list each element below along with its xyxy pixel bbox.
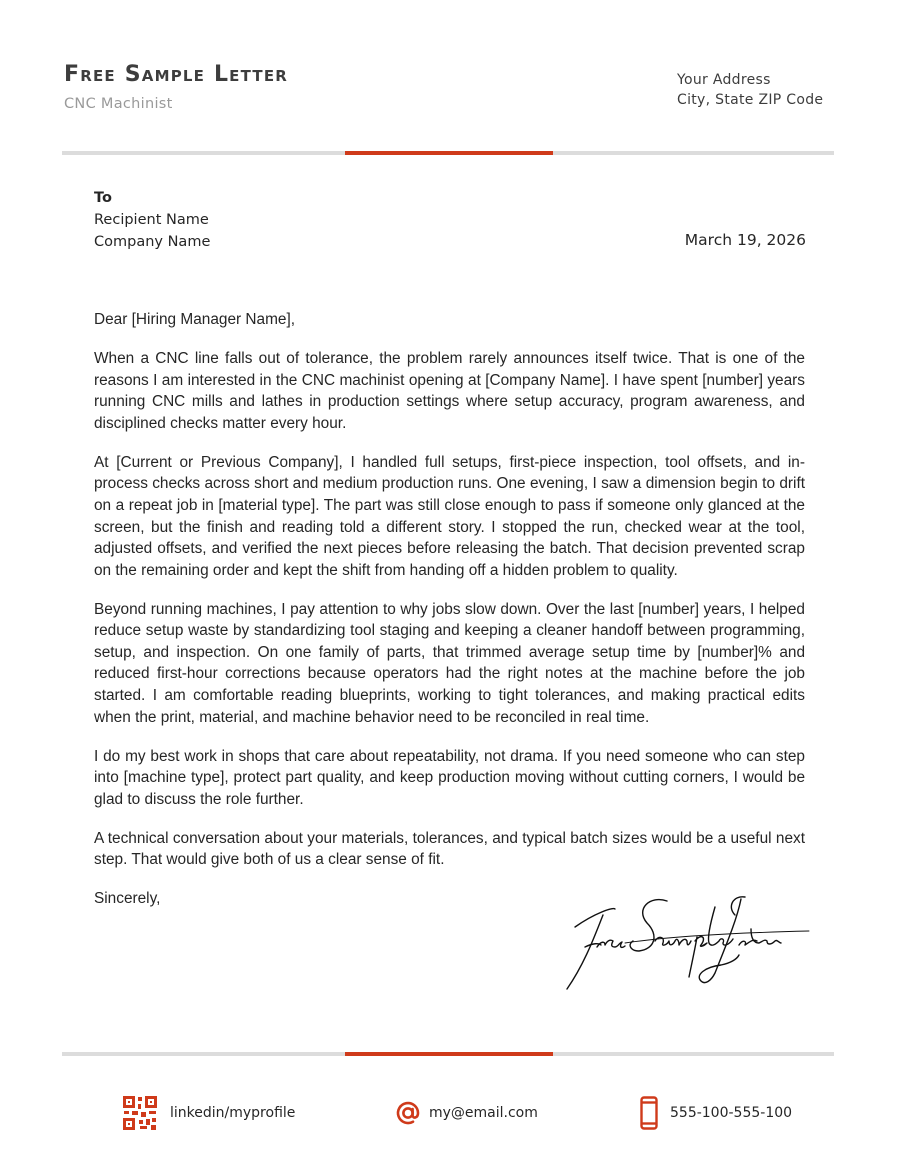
paragraph-1: When a CNC line falls out of tolerance, the problem rarely announces itself twice. That is one of the reasons I am interested in the CNC machinist opening at [Company Name]. I have spent [number] years running CNC mills and lathes in production settings where setup accuracy, program awareness, and disciplined checks matter every hour. (94, 349, 805, 432)
recipient-block (94, 187, 210, 253)
header-divider-accent (345, 151, 553, 155)
linkedin-link[interactable]: linkedin/myprofile (170, 1105, 296, 1121)
closing: Sincerely, (94, 890, 161, 908)
paragraph-5: A technical conversation about your materials, tolerances, and typical batch sizes would be a useful next step. That would give both of us a clear sense of fit. (94, 829, 805, 869)
footer-divider (62, 1052, 834, 1056)
recipient-name: Recipient Name (94, 212, 209, 228)
paragraph-3: Beyond running machines, I pay attention to why jobs slow down. Over the last [number] years, I helped reduce setup waste by standardizing tool staging and keeping a cleaner handoff between programming, setup, and inspection. On one family of parts, that trimmed average setup time by [number]% and reduced first-hour corrections because operators had the right notes at the machine before the job started. I am comfortable reading blueprints, working to tight tolerances, and making practical edits when the print, material, and machine behavior need to be reconciled in real time. (94, 600, 805, 726)
paragraph-2: At [Current or Previous Company], I handled full setups, first-piece inspection, tool offsets, and in-process checks across short and medium production runs. One evening, I saw a dimension begin to drift on a repeat job in [material type]. The part was still close enough to pass if someone only glanced at the screen, but the finish and reading told a different story. I stopped the run, checked wear at the tool, adjusted offsets, and verified the next pieces before releasing the batch. That decision prevented scrap on the remaining order and kept the shift from handing off a hidden problem to quality. (94, 453, 805, 579)
address-line-1: Your Address (677, 72, 771, 88)
recipient-label: To (94, 190, 112, 206)
footer-email[interactable] (395, 1093, 538, 1133)
recipient-company: Company Name (94, 234, 211, 250)
letter-date: March 19, 2026 (684, 231, 806, 249)
email-link[interactable]: my@email.com (429, 1105, 538, 1121)
footer-linkedin[interactable] (122, 1093, 295, 1133)
qr-code-icon (122, 1095, 158, 1131)
at-sign-icon (395, 1100, 421, 1126)
mobile-phone-icon (640, 1096, 658, 1130)
handwritten-signature (555, 885, 815, 1000)
signature-text: Free Sample Letter (555, 885, 565, 886)
footer-phone[interactable] (640, 1093, 792, 1133)
address-line-2: City, State ZIP Code (677, 92, 824, 108)
paragraph-4: I do my best work in shops that care about repeatability, not drama. If you need someone who can step into [machine type], protect part quality, and keep production moving without cutting corners, I would be glad to discuss the role further. (94, 747, 805, 808)
footer-divider-accent (345, 1052, 553, 1056)
letter-body (94, 309, 805, 927)
header-divider (62, 151, 834, 155)
letter-title: Free Sample Letter (64, 62, 289, 87)
job-subtitle: CNC Machinist (64, 96, 173, 112)
greeting: Dear [Hiring Manager Name], (94, 311, 296, 328)
phone-number[interactable]: 555-100-555-100 (670, 1105, 793, 1121)
sender-address (677, 70, 823, 110)
